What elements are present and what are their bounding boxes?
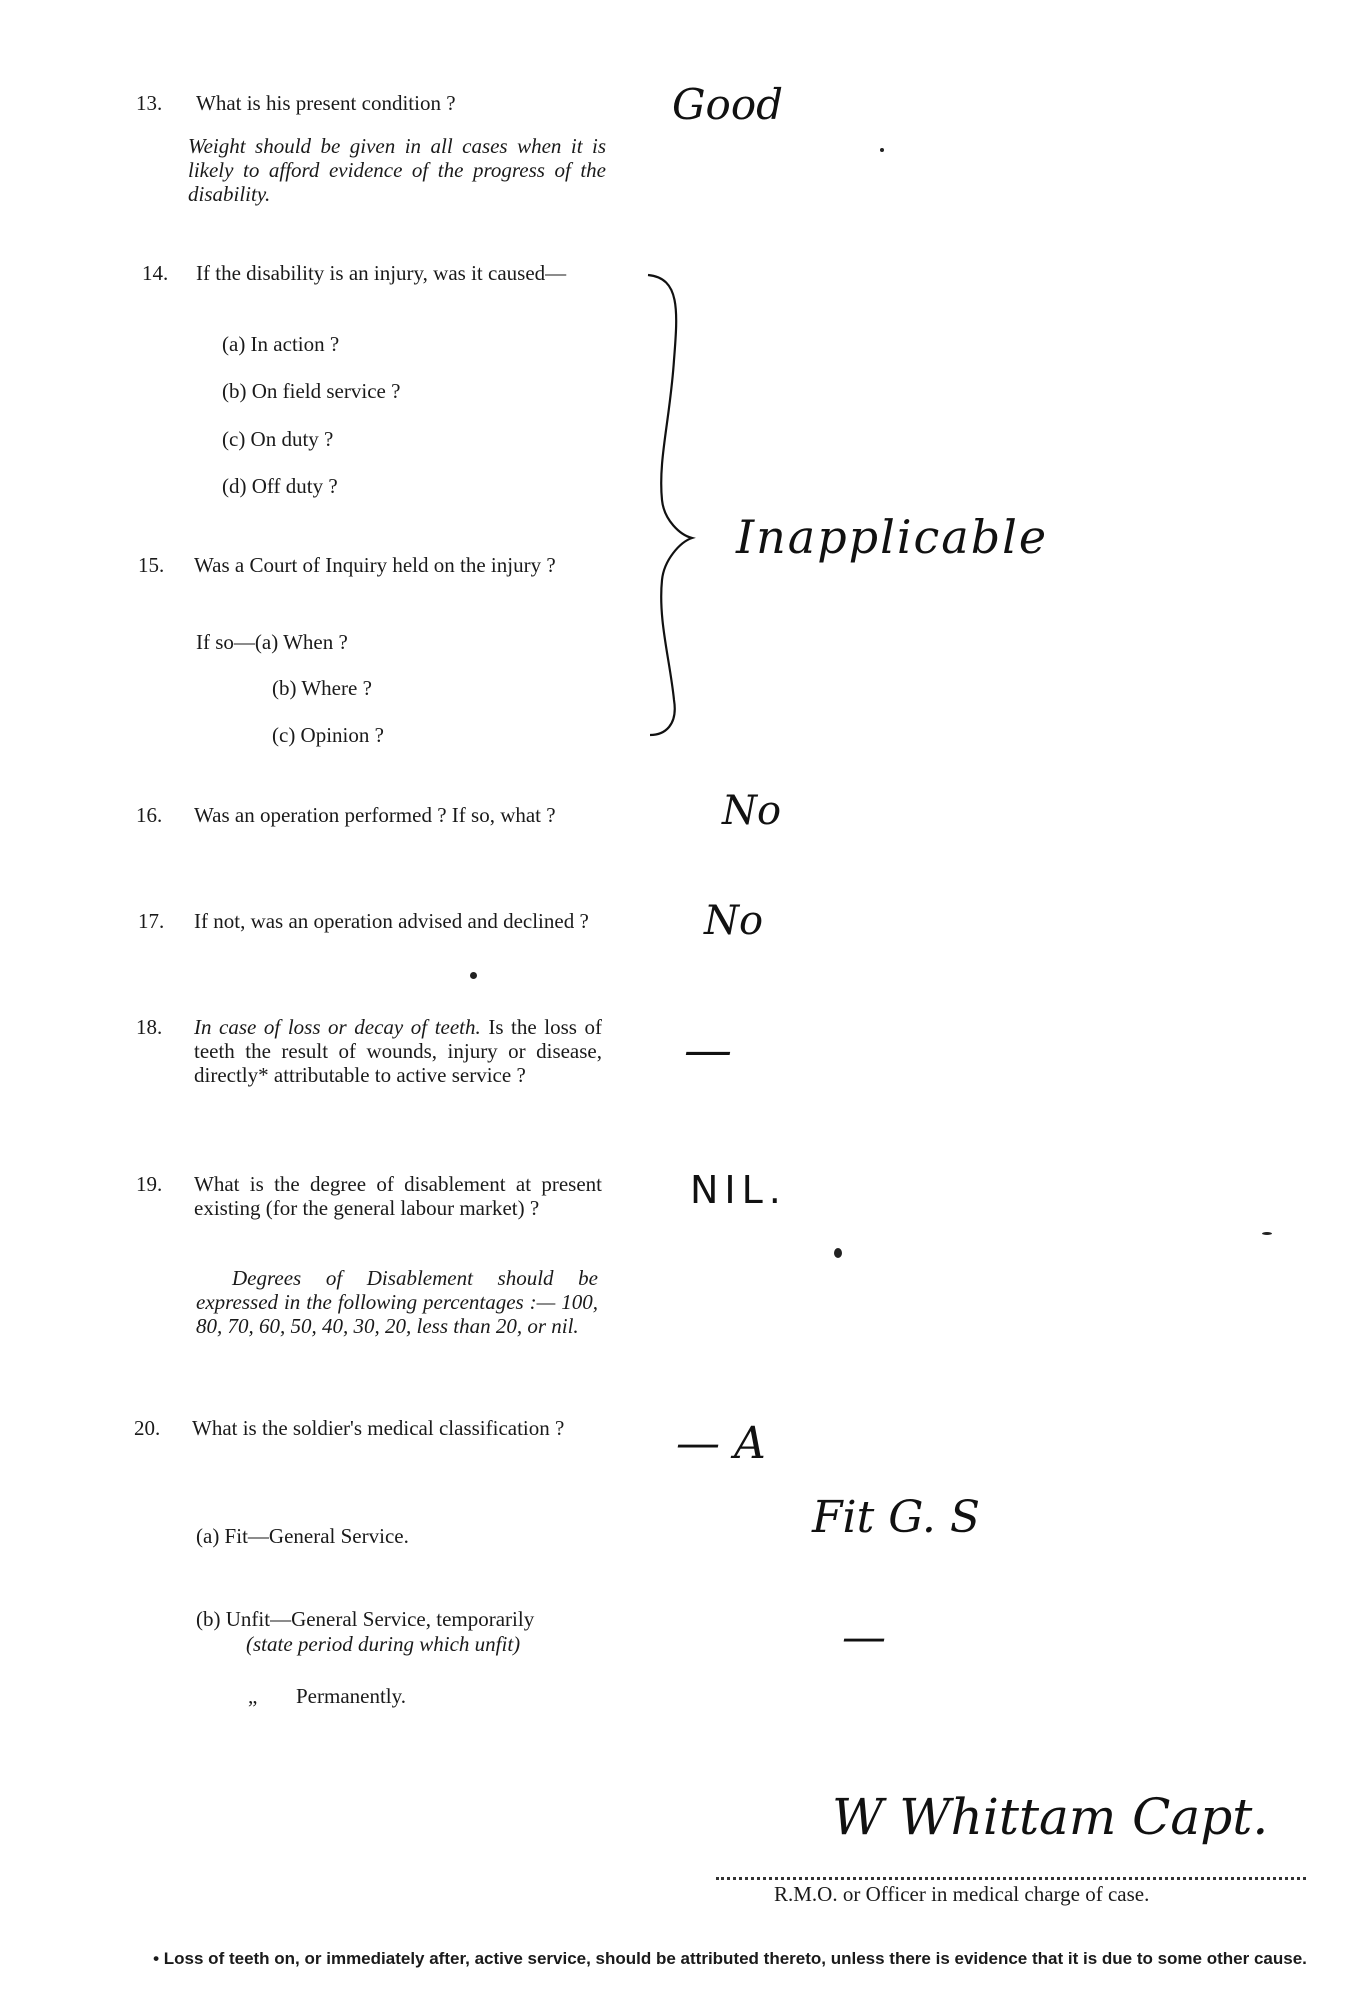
- q20-option-c-mark: „: [248, 1684, 258, 1708]
- footnote: • Loss of teeth on, or immediately after, active service, should be attributed thereto, unless there is evidence that it is due to some other cause.: [153, 1949, 1307, 1968]
- q20-option-c: Permanently.: [296, 1684, 407, 1708]
- q19-question: What is the degree of disablement at present existing (for the general labour market) ?: [194, 1172, 602, 1220]
- q19-number: 19.: [136, 1172, 163, 1196]
- q19-answer: NIL.: [690, 1168, 787, 1212]
- curly-brace-icon: [640, 270, 700, 740]
- q14-option-a: (a) In action ?: [222, 332, 340, 356]
- ink-speck: [1262, 1232, 1272, 1235]
- ink-speck: [470, 972, 477, 979]
- q18-question-text: Is the loss of teeth the result of wounds, injury or disease, directly* attributable to active service ?: [194, 1015, 602, 1087]
- q13-answer: Good: [672, 80, 784, 129]
- q18-question: [194, 1015, 602, 1087]
- q16-question: Was an operation performed ? If so, what ?: [194, 803, 556, 827]
- q18-answer: —: [684, 1022, 732, 1078]
- q14-option-b: (b) On field service ?: [222, 379, 401, 403]
- q15-option-a: If so—(a) When ?: [196, 630, 348, 654]
- q20-option-a: (a) Fit—General Service.: [196, 1524, 409, 1548]
- q20-answer-b: —: [842, 1612, 886, 1663]
- q14-option-d: (d) Off duty ?: [222, 474, 338, 498]
- q18-question-italic: In case of loss or decay of teeth.: [194, 1015, 481, 1039]
- q17-number: 17.: [138, 909, 165, 933]
- q13-note: Weight should be given in all cases when it is likely to afford evidence of the progress of the disability.: [188, 134, 606, 206]
- q13-number: 13.: [136, 91, 163, 115]
- q19-note: Degrees of Disablement should be expressed in the following percentages :— 100, 80, 70, 60, 50, 40, 30, 20, less than 20, or nil.: [196, 1266, 598, 1338]
- q20-answer-a: Fit G. S: [812, 1492, 980, 1543]
- signature-caption: R.M.O. or Officer in medical charge of case.: [774, 1882, 1150, 1906]
- q20-answer-main: — A: [676, 1418, 766, 1469]
- q17-answer: No: [704, 898, 764, 944]
- q20-option-b: (b) Unfit—General Service, temporarily: [196, 1607, 535, 1631]
- q13-question: What is his present condition ?: [196, 91, 456, 115]
- q20-number: 20.: [134, 1416, 161, 1440]
- q14-option-c: (c) On duty ?: [222, 427, 334, 451]
- ink-speck: [834, 1248, 842, 1258]
- q14-question: If the disability is an injury, was it caused—: [196, 261, 567, 285]
- q15-number: 15.: [138, 553, 165, 577]
- q15-option-c: (c) Opinion ?: [272, 723, 384, 747]
- q20-option-b-note: (state period during which unfit): [246, 1632, 521, 1656]
- q15-option-b: (b) Where ?: [272, 676, 372, 700]
- q20-question: What is the soldier's medical classification ?: [192, 1416, 565, 1440]
- q17-question: If not, was an operation advised and declined ?: [194, 909, 589, 933]
- q16-number: 16.: [136, 803, 163, 827]
- q18-number: 18.: [136, 1015, 163, 1039]
- signature-line: [716, 1877, 1306, 1880]
- q14-number: 14.: [142, 261, 169, 285]
- ink-speck: [880, 148, 884, 152]
- signature: W Whittam Capt.: [832, 1788, 1269, 1846]
- q16-answer: No: [722, 788, 782, 834]
- q15-question: Was a Court of Inquiry held on the injury ?: [194, 553, 556, 577]
- q14-q15-answer: Inapplicable: [736, 510, 1049, 564]
